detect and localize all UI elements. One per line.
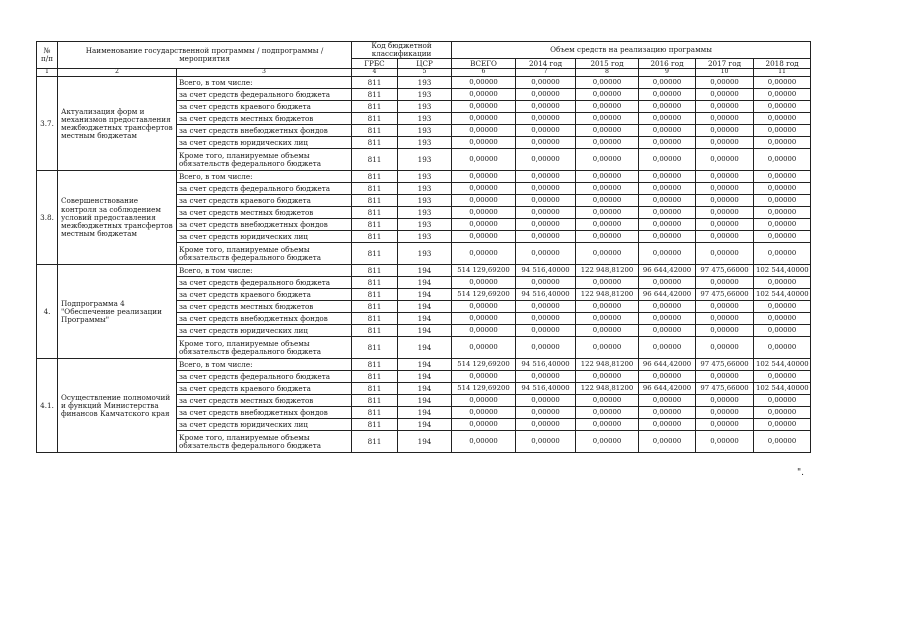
amount-cell: 0,00000 xyxy=(452,243,516,265)
amount-cell: 0,00000 xyxy=(639,195,696,207)
amount-cell: 0,00000 xyxy=(639,313,696,325)
grbs-cell: 811 xyxy=(352,337,398,359)
table-row xyxy=(37,359,811,371)
grbs-cell: 811 xyxy=(352,325,398,337)
amount-cell: 0,00000 xyxy=(639,371,696,383)
funding-source-label: Всего, в том числе: xyxy=(177,265,352,277)
header-volume: Объем средств на реализацию программы xyxy=(452,42,811,59)
amount-cell: 0,00000 xyxy=(516,207,576,219)
amount-cell: 0,00000 xyxy=(452,371,516,383)
table-row xyxy=(37,77,811,89)
amount-cell: 0,00000 xyxy=(754,149,811,171)
funding-source-label: за счет средств внебюджетных фондов xyxy=(177,407,352,419)
header-name: Наименование государственной программы / подпрограммы / мероприятия xyxy=(58,42,352,69)
funding-source-label: за счет средств юридических лиц xyxy=(177,231,352,243)
item-name: Совершенствование контроля за соблюдением условий предоставления межбюджетных трансфертов местным бюджетам xyxy=(58,171,177,265)
funding-source-label: за счет средств федерального бюджета xyxy=(177,371,352,383)
amount-cell: 0,00000 xyxy=(516,137,576,149)
csr-cell: 193 xyxy=(398,195,452,207)
amount-cell: 0,00000 xyxy=(576,207,639,219)
amount-cell: 0,00000 xyxy=(639,419,696,431)
csr-cell: 194 xyxy=(398,431,452,453)
amount-cell: 514 129,69200 xyxy=(452,359,516,371)
amount-cell: 0,00000 xyxy=(452,113,516,125)
amount-cell: 0,00000 xyxy=(516,171,576,183)
amount-cell: 0,00000 xyxy=(754,125,811,137)
csr-cell: 193 xyxy=(398,231,452,243)
table-row xyxy=(37,265,811,277)
amount-cell: 0,00000 xyxy=(639,89,696,101)
amount-cell: 0,00000 xyxy=(576,243,639,265)
amount-cell: 102 544,40000 xyxy=(754,359,811,371)
grbs-cell: 811 xyxy=(352,183,398,195)
amount-cell: 0,00000 xyxy=(639,113,696,125)
amount-cell: 0,00000 xyxy=(696,371,754,383)
amount-cell: 0,00000 xyxy=(576,195,639,207)
amount-cell: 0,00000 xyxy=(696,101,754,113)
amount-cell: 0,00000 xyxy=(516,89,576,101)
item-number: 4.1. xyxy=(37,359,58,453)
amount-cell: 0,00000 xyxy=(576,101,639,113)
item-number: 3.7. xyxy=(37,77,58,171)
funding-source-label: за счет средств местных бюджетов xyxy=(177,395,352,407)
amount-cell: 0,00000 xyxy=(754,431,811,453)
grbs-cell: 811 xyxy=(352,101,398,113)
csr-cell: 194 xyxy=(398,371,452,383)
funding-source-label: за счет средств внебюджетных фондов xyxy=(177,313,352,325)
amount-cell: 0,00000 xyxy=(754,183,811,195)
header-csr: ЦСР xyxy=(398,59,452,69)
amount-cell: 122 948,81200 xyxy=(576,359,639,371)
amount-cell: 0,00000 xyxy=(696,407,754,419)
funding-source-label: за счет средств юридических лиц xyxy=(177,419,352,431)
amount-cell: 0,00000 xyxy=(452,137,516,149)
funding-source-label: за счет средств краевого бюджета xyxy=(177,195,352,207)
amount-cell: 0,00000 xyxy=(516,195,576,207)
table-row xyxy=(37,171,811,183)
amount-cell: 0,00000 xyxy=(516,219,576,231)
csr-cell: 193 xyxy=(398,101,452,113)
column-number: 10 xyxy=(696,69,754,77)
amount-cell: 0,00000 xyxy=(576,183,639,195)
csr-cell: 194 xyxy=(398,289,452,301)
amount-cell: 0,00000 xyxy=(639,395,696,407)
csr-cell: 193 xyxy=(398,113,452,125)
amount-cell: 0,00000 xyxy=(639,243,696,265)
amount-cell: 0,00000 xyxy=(576,395,639,407)
amount-cell: 0,00000 xyxy=(639,183,696,195)
csr-cell: 193 xyxy=(398,207,452,219)
amount-cell: 0,00000 xyxy=(516,407,576,419)
funding-source-label: за счет средств федерального бюджета xyxy=(177,277,352,289)
amount-cell: 0,00000 xyxy=(639,137,696,149)
funding-source-label: за счет средств федерального бюджета xyxy=(177,183,352,195)
amount-cell: 0,00000 xyxy=(576,89,639,101)
funding-source-label: за счет средств местных бюджетов xyxy=(177,207,352,219)
amount-cell: 0,00000 xyxy=(696,431,754,453)
grbs-cell: 811 xyxy=(352,419,398,431)
header-row-1 xyxy=(37,42,811,59)
amount-cell: 94 516,40000 xyxy=(516,265,576,277)
amount-cell: 0,00000 xyxy=(516,337,576,359)
amount-cell: 0,00000 xyxy=(516,325,576,337)
csr-cell: 194 xyxy=(398,395,452,407)
amount-cell: 0,00000 xyxy=(754,171,811,183)
header-grbs: ГРБС xyxy=(352,59,398,69)
amount-cell: 0,00000 xyxy=(516,313,576,325)
amount-cell: 0,00000 xyxy=(754,137,811,149)
table-body xyxy=(37,42,811,453)
amount-cell: 0,00000 xyxy=(754,277,811,289)
amount-cell: 0,00000 xyxy=(696,301,754,313)
amount-cell: 0,00000 xyxy=(639,77,696,89)
amount-cell: 102 544,40000 xyxy=(754,265,811,277)
amount-cell: 0,00000 xyxy=(576,171,639,183)
grbs-cell: 811 xyxy=(352,113,398,125)
column-number: 5 xyxy=(398,69,452,77)
amount-cell: 0,00000 xyxy=(516,101,576,113)
column-number: 8 xyxy=(576,69,639,77)
amount-cell: 94 516,40000 xyxy=(516,383,576,395)
amount-cell: 0,00000 xyxy=(516,149,576,171)
closing-quote-mark: ". xyxy=(797,468,805,478)
funding-source-label: за счет средств краевого бюджета xyxy=(177,289,352,301)
amount-cell: 0,00000 xyxy=(452,77,516,89)
grbs-cell: 811 xyxy=(352,395,398,407)
funding-source-label: за счет средств внебюджетных фондов xyxy=(177,219,352,231)
amount-cell: 0,00000 xyxy=(754,195,811,207)
amount-cell: 97 475,66000 xyxy=(696,359,754,371)
amount-cell: 0,00000 xyxy=(452,313,516,325)
funding-source-label: за счет средств местных бюджетов xyxy=(177,301,352,313)
column-number: 1 xyxy=(37,69,58,77)
amount-cell: 96 644,42000 xyxy=(639,289,696,301)
csr-cell: 194 xyxy=(398,313,452,325)
funding-source-label: за счет средств краевого бюджета xyxy=(177,101,352,113)
amount-cell: 102 544,40000 xyxy=(754,289,811,301)
amount-cell: 0,00000 xyxy=(696,231,754,243)
amount-cell: 0,00000 xyxy=(516,231,576,243)
grbs-cell: 811 xyxy=(352,89,398,101)
amount-cell: 0,00000 xyxy=(754,371,811,383)
item-name: Осуществление полномочий и функций Министерства финансов Камчатского края xyxy=(58,359,177,453)
funding-source-label: за счет средств федерального бюджета xyxy=(177,89,352,101)
amount-cell: 0,00000 xyxy=(696,395,754,407)
amount-cell: 0,00000 xyxy=(452,125,516,137)
amount-cell: 0,00000 xyxy=(639,337,696,359)
amount-cell: 0,00000 xyxy=(452,195,516,207)
amount-cell: 0,00000 xyxy=(576,313,639,325)
amount-cell: 0,00000 xyxy=(696,243,754,265)
amount-cell: 0,00000 xyxy=(696,337,754,359)
amount-cell: 0,00000 xyxy=(452,207,516,219)
amount-cell: 0,00000 xyxy=(696,77,754,89)
grbs-cell: 811 xyxy=(352,149,398,171)
header-year: 2018 год xyxy=(754,59,811,69)
grbs-cell: 811 xyxy=(352,195,398,207)
funding-source-label: Кроме того, планируемые объемы обязательств федерального бюджета xyxy=(177,149,352,171)
amount-cell: 0,00000 xyxy=(452,171,516,183)
amount-cell: 0,00000 xyxy=(516,419,576,431)
grbs-cell: 811 xyxy=(352,289,398,301)
amount-cell: 0,00000 xyxy=(696,125,754,137)
grbs-cell: 811 xyxy=(352,301,398,313)
item-name: Подпрограмма 4 "Обеспечение реализации Программы" xyxy=(58,265,177,359)
amount-cell: 0,00000 xyxy=(754,243,811,265)
csr-cell: 194 xyxy=(398,383,452,395)
amount-cell: 96 644,42000 xyxy=(639,383,696,395)
amount-cell: 122 948,81200 xyxy=(576,383,639,395)
header-no: № п/п xyxy=(37,42,58,69)
item-number: 3.8. xyxy=(37,171,58,265)
amount-cell: 0,00000 xyxy=(696,137,754,149)
amount-cell: 0,00000 xyxy=(516,113,576,125)
amount-cell: 122 948,81200 xyxy=(576,265,639,277)
amount-cell: 102 544,40000 xyxy=(754,383,811,395)
amount-cell: 0,00000 xyxy=(452,231,516,243)
csr-cell: 193 xyxy=(398,219,452,231)
csr-cell: 193 xyxy=(398,243,452,265)
amount-cell: 0,00000 xyxy=(754,325,811,337)
amount-cell: 0,00000 xyxy=(754,231,811,243)
header-code: Код бюджетной классификации xyxy=(352,42,452,59)
amount-cell: 0,00000 xyxy=(754,419,811,431)
csr-cell: 193 xyxy=(398,183,452,195)
amount-cell: 0,00000 xyxy=(576,137,639,149)
header-total: ВСЕГО xyxy=(452,59,516,69)
funding-source-label: Кроме того, планируемые объемы обязательств федерального бюджета xyxy=(177,431,352,453)
amount-cell: 94 516,40000 xyxy=(516,289,576,301)
grbs-cell: 811 xyxy=(352,313,398,325)
funding-source-label: за счет средств юридических лиц xyxy=(177,325,352,337)
csr-cell: 194 xyxy=(398,301,452,313)
csr-cell: 194 xyxy=(398,407,452,419)
amount-cell: 97 475,66000 xyxy=(696,289,754,301)
funding-source-label: Всего, в том числе: xyxy=(177,77,352,89)
amount-cell: 0,00000 xyxy=(754,301,811,313)
column-number: 3 xyxy=(177,69,352,77)
funding-source-label: за счет средств юридических лиц xyxy=(177,137,352,149)
amount-cell: 0,00000 xyxy=(754,337,811,359)
amount-cell: 122 948,81200 xyxy=(576,289,639,301)
amount-cell: 0,00000 xyxy=(576,337,639,359)
funding-source-label: Всего, в том числе: xyxy=(177,171,352,183)
funding-source-label: за счет средств местных бюджетов xyxy=(177,113,352,125)
csr-cell: 193 xyxy=(398,89,452,101)
amount-cell: 0,00000 xyxy=(696,325,754,337)
amount-cell: 0,00000 xyxy=(516,277,576,289)
amount-cell: 0,00000 xyxy=(639,431,696,453)
amount-cell: 0,00000 xyxy=(696,419,754,431)
amount-cell: 514 129,69200 xyxy=(452,383,516,395)
amount-cell: 0,00000 xyxy=(696,207,754,219)
column-number-row xyxy=(37,69,811,77)
csr-cell: 194 xyxy=(398,277,452,289)
grbs-cell: 811 xyxy=(352,219,398,231)
amount-cell: 0,00000 xyxy=(696,183,754,195)
header-year: 2014 год xyxy=(516,59,576,69)
amount-cell: 0,00000 xyxy=(754,313,811,325)
grbs-cell: 811 xyxy=(352,383,398,395)
amount-cell: 0,00000 xyxy=(576,149,639,171)
column-number: 7 xyxy=(516,69,576,77)
csr-cell: 193 xyxy=(398,171,452,183)
funding-source-label: за счет средств краевого бюджета xyxy=(177,383,352,395)
amount-cell: 0,00000 xyxy=(576,219,639,231)
csr-cell: 194 xyxy=(398,325,452,337)
grbs-cell: 811 xyxy=(352,407,398,419)
grbs-cell: 811 xyxy=(352,231,398,243)
csr-cell: 194 xyxy=(398,337,452,359)
amount-cell: 514 129,69200 xyxy=(452,265,516,277)
amount-cell: 0,00000 xyxy=(639,125,696,137)
amount-cell: 0,00000 xyxy=(576,277,639,289)
amount-cell: 0,00000 xyxy=(696,89,754,101)
column-number: 2 xyxy=(58,69,177,77)
amount-cell: 0,00000 xyxy=(576,77,639,89)
amount-cell: 96 644,42000 xyxy=(639,359,696,371)
item-name: Актуализация форм и механизмов предоставления межбюджетных трансфертов местным бюджетам xyxy=(58,77,177,171)
amount-cell: 94 516,40000 xyxy=(516,359,576,371)
amount-cell: 0,00000 xyxy=(452,407,516,419)
grbs-cell: 811 xyxy=(352,171,398,183)
csr-cell: 194 xyxy=(398,359,452,371)
amount-cell: 0,00000 xyxy=(576,431,639,453)
amount-cell: 0,00000 xyxy=(452,89,516,101)
amount-cell: 0,00000 xyxy=(516,125,576,137)
amount-cell: 0,00000 xyxy=(516,183,576,195)
csr-cell: 194 xyxy=(398,419,452,431)
amount-cell: 0,00000 xyxy=(696,195,754,207)
amount-cell: 0,00000 xyxy=(754,207,811,219)
amount-cell: 0,00000 xyxy=(452,149,516,171)
funding-source-label: за счет средств внебюджетных фондов xyxy=(177,125,352,137)
amount-cell: 0,00000 xyxy=(696,113,754,125)
amount-cell: 0,00000 xyxy=(516,77,576,89)
amount-cell: 0,00000 xyxy=(576,301,639,313)
grbs-cell: 811 xyxy=(352,243,398,265)
amount-cell: 0,00000 xyxy=(452,219,516,231)
amount-cell: 0,00000 xyxy=(639,231,696,243)
amount-cell: 0,00000 xyxy=(452,301,516,313)
budget-table xyxy=(36,41,811,453)
header-year: 2015 год xyxy=(576,59,639,69)
column-number: 9 xyxy=(639,69,696,77)
grbs-cell: 811 xyxy=(352,77,398,89)
grbs-cell: 811 xyxy=(352,277,398,289)
amount-cell: 0,00000 xyxy=(639,219,696,231)
amount-cell: 0,00000 xyxy=(639,149,696,171)
grbs-cell: 811 xyxy=(352,125,398,137)
amount-cell: 96 644,42000 xyxy=(639,265,696,277)
amount-cell: 97 475,66000 xyxy=(696,383,754,395)
amount-cell: 0,00000 xyxy=(452,337,516,359)
amount-cell: 0,00000 xyxy=(639,277,696,289)
csr-cell: 193 xyxy=(398,149,452,171)
csr-cell: 193 xyxy=(398,137,452,149)
amount-cell: 0,00000 xyxy=(696,219,754,231)
amount-cell: 514 129,69200 xyxy=(452,289,516,301)
amount-cell: 0,00000 xyxy=(452,431,516,453)
grbs-cell: 811 xyxy=(352,431,398,453)
csr-cell: 193 xyxy=(398,125,452,137)
column-number: 11 xyxy=(754,69,811,77)
amount-cell: 0,00000 xyxy=(576,419,639,431)
amount-cell: 0,00000 xyxy=(516,371,576,383)
amount-cell: 0,00000 xyxy=(754,113,811,125)
amount-cell: 0,00000 xyxy=(639,101,696,113)
column-number: 4 xyxy=(352,69,398,77)
amount-cell: 0,00000 xyxy=(576,113,639,125)
amount-cell: 0,00000 xyxy=(639,301,696,313)
amount-cell: 0,00000 xyxy=(452,395,516,407)
item-number: 4. xyxy=(37,265,58,359)
amount-cell: 0,00000 xyxy=(452,101,516,113)
amount-cell: 0,00000 xyxy=(452,419,516,431)
grbs-cell: 811 xyxy=(352,137,398,149)
amount-cell: 0,00000 xyxy=(576,407,639,419)
funding-source-label: Всего, в том числе: xyxy=(177,359,352,371)
amount-cell: 0,00000 xyxy=(639,207,696,219)
amount-cell: 0,00000 xyxy=(516,301,576,313)
amount-cell: 0,00000 xyxy=(754,219,811,231)
amount-cell: 0,00000 xyxy=(452,277,516,289)
amount-cell: 0,00000 xyxy=(754,89,811,101)
amount-cell: 0,00000 xyxy=(696,277,754,289)
grbs-cell: 811 xyxy=(352,265,398,277)
amount-cell: 0,00000 xyxy=(452,325,516,337)
amount-cell: 0,00000 xyxy=(696,171,754,183)
funding-source-label: Кроме того, планируемые объемы обязательств федерального бюджета xyxy=(177,243,352,265)
grbs-cell: 811 xyxy=(352,371,398,383)
amount-cell: 0,00000 xyxy=(516,431,576,453)
amount-cell: 0,00000 xyxy=(516,243,576,265)
amount-cell: 0,00000 xyxy=(576,125,639,137)
amount-cell: 0,00000 xyxy=(516,395,576,407)
amount-cell: 0,00000 xyxy=(639,171,696,183)
amount-cell: 97 475,66000 xyxy=(696,265,754,277)
grbs-cell: 811 xyxy=(352,207,398,219)
grbs-cell: 811 xyxy=(352,359,398,371)
column-number: 6 xyxy=(452,69,516,77)
amount-cell: 0,00000 xyxy=(639,407,696,419)
amount-cell: 0,00000 xyxy=(696,149,754,171)
amount-cell: 0,00000 xyxy=(639,325,696,337)
amount-cell: 0,00000 xyxy=(754,395,811,407)
csr-cell: 193 xyxy=(398,77,452,89)
header-year: 2016 год xyxy=(639,59,696,69)
amount-cell: 0,00000 xyxy=(576,325,639,337)
amount-cell: 0,00000 xyxy=(754,407,811,419)
amount-cell: 0,00000 xyxy=(576,371,639,383)
amount-cell: 0,00000 xyxy=(754,101,811,113)
csr-cell: 194 xyxy=(398,265,452,277)
amount-cell: 0,00000 xyxy=(754,77,811,89)
funding-source-label: Кроме того, планируемые объемы обязательств федерального бюджета xyxy=(177,337,352,359)
amount-cell: 0,00000 xyxy=(696,313,754,325)
header-year: 2017 год xyxy=(696,59,754,69)
amount-cell: 0,00000 xyxy=(576,231,639,243)
amount-cell: 0,00000 xyxy=(452,183,516,195)
